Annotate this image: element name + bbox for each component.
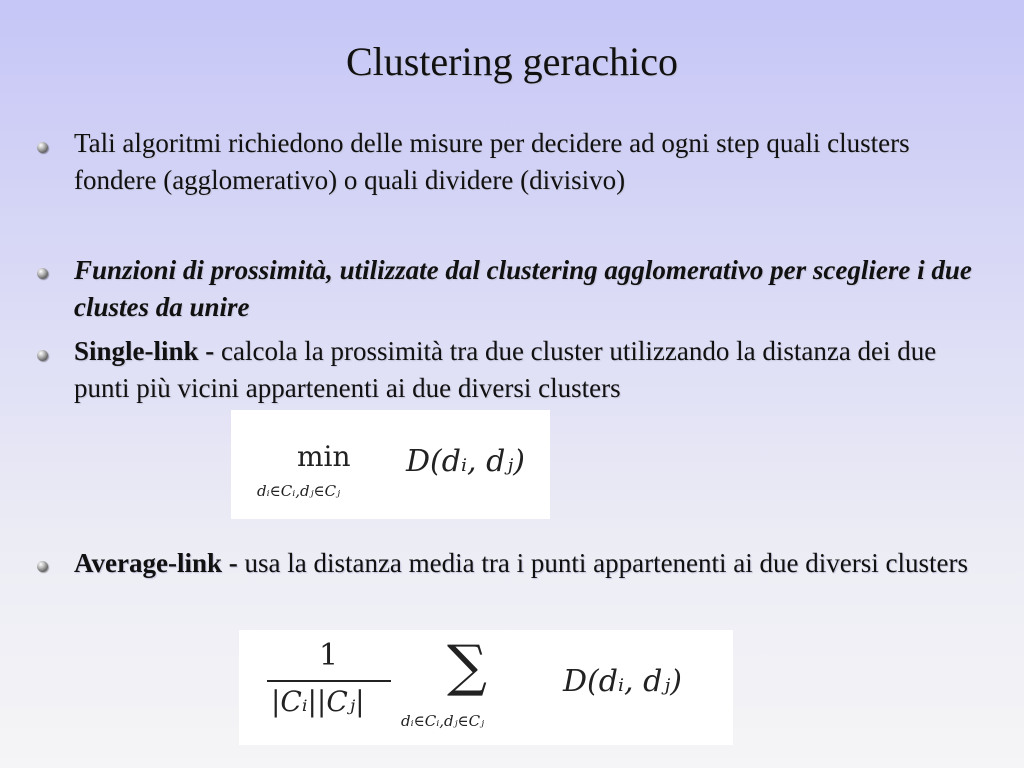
bullet-icon [37,142,48,153]
average-link-formula [239,630,733,745]
average-link-term: Average-link - [74,548,238,578]
distance-expression: D(dᵢ, dⱼ) [406,444,525,479]
bullet-4 [74,545,974,582]
single-link-formula [231,410,550,519]
single-link-term: Single-link - [74,336,215,366]
bullet-icon [37,268,48,279]
fraction-numerator: 1 [319,638,339,673]
bullet-icon [37,561,48,572]
sum-operator: ∑ [447,634,487,699]
min-operator: min [297,440,351,473]
bullet-2-text: Funzioni di prossimità, utilizzate dal clustering agglomerativo per scegliere i due clustes da unire [74,255,972,322]
average-link-description: usa la distanza media tra i punti appartenenti ai due diversi clusters [237,548,968,578]
min-subscript: dᵢ∈Cᵢ,dⱼ∈Cⱼ [257,482,341,500]
fraction-denominator: |Cᵢ||Cⱼ| [271,685,365,718]
bullet-3 [74,333,974,407]
distance-expression: D(dᵢ, dⱼ) [563,664,682,699]
sum-subscript: dᵢ∈Cᵢ,dⱼ∈Cⱼ [401,712,485,730]
bullet-1-text: Tali algoritmi richiedono delle misure per decidere ad ogni step quali clusters fondere (agglomerativo) o quali dividere (divisivo) [74,128,910,195]
fraction-bar [267,680,391,682]
bullet-icon [37,350,48,361]
slide-title: Clustering gerachico [345,39,679,84]
single-link-description: calcola la prossimità tra due cluster utilizzando la distanza dei due punti più vicini appartenenti ai due diversi clusters [74,336,937,403]
